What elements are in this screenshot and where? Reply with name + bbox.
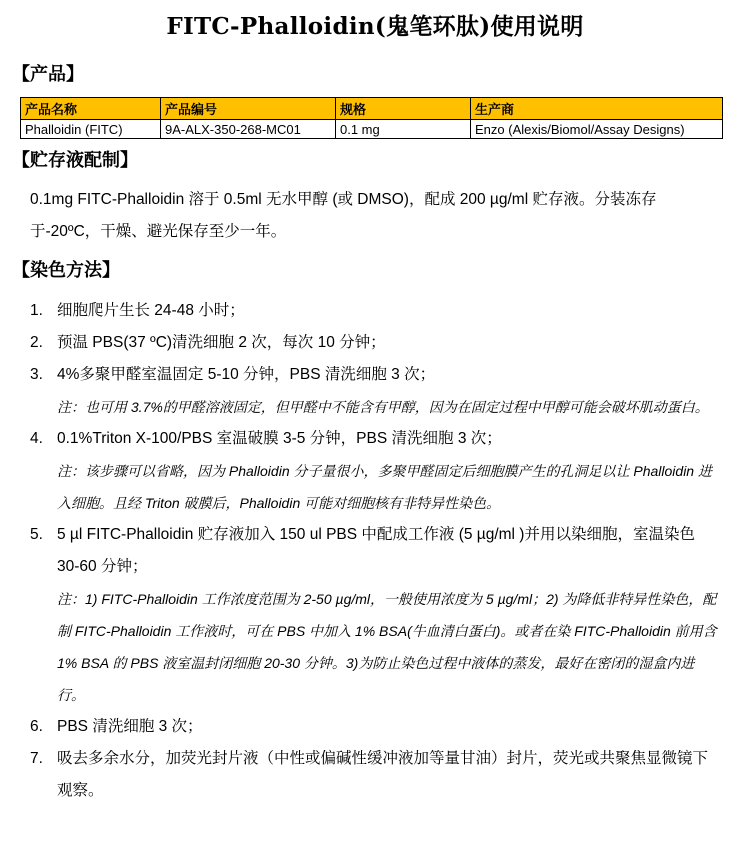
cell-spec: 0.1 mg <box>336 120 471 139</box>
step-number: 3. <box>30 366 43 383</box>
step-text: 4%多聚甲醛室温固定 5-10 分钟，PBS 清洗细胞 3 次； <box>57 366 436 383</box>
step-note: 注：1) FITC-Phalloidin 工作浓度范围为 2-50 µg/ml，一般使用浓度为 5 µg/ml；2) 为降低非特异性染色，配制 FITC-Phalloidin 工作液时，可在 PBS 中加入 1% BSA(牛血清白蛋白)。或者在染 FITC-Phalloidin 前用含 1% BSA 的 PBS 液室温封闭细胞 20-30 分钟。3)为防止染色过程中液体的蒸发，最好在密闭的湿盒内进行。 <box>57 591 717 703</box>
list-item <box>30 519 720 711</box>
storage-paragraph: 0.1mg FITC-Phalloidin 溶于 0.5ml 无水甲醇 (或 DMSO)，配成 200 µg/ml 贮存液。分装冻存于-20ºC，干燥、避光保存至少一年。 <box>30 191 657 240</box>
header-product-code: 产品编号 <box>161 98 336 120</box>
cell-manufacturer: Enzo (Alexis/Biomol/Assay Designs) <box>471 120 723 139</box>
list-item <box>30 423 720 519</box>
product-table-header-row <box>21 98 723 120</box>
step-number: 4. <box>30 430 43 447</box>
header-manufacturer: 生产商 <box>471 98 723 120</box>
list-item <box>30 295 720 327</box>
step-number: 5. <box>30 526 43 543</box>
list-item <box>30 359 720 423</box>
step-text: PBS 清洗细胞 3 次； <box>57 718 203 735</box>
step-number: 6. <box>30 718 43 735</box>
step-number: 2. <box>30 334 43 351</box>
table-row <box>21 120 723 139</box>
cell-product-name: Phalloidin (FITC) <box>21 120 161 139</box>
step-text: 细胞爬片生长 24-48 小时； <box>57 302 245 319</box>
section-heading-product: 【产品】 <box>12 64 84 85</box>
step-text: 吸去多余水分，加荧光封片液（中性或偏碱性缓冲液加等量甘油）封片，荧光或共聚焦显微镜下观察。 <box>57 750 709 799</box>
step-number: 1. <box>30 302 43 319</box>
cell-product-code: 9A-ALX-350-268-MC01 <box>161 120 336 139</box>
section-heading-storage: 【贮存液配制】 <box>12 150 138 171</box>
section-heading-method: 【染色方法】 <box>12 260 120 281</box>
step-text: 0.1%Triton X-100/PBS 室温破膜 3-5 分钟，PBS 清洗细胞 3 次； <box>57 430 502 447</box>
step-text: 预温 PBS(37 ºC)清洗细胞 2 次，每次 10 分钟； <box>57 334 386 351</box>
product-table <box>20 97 723 139</box>
step-note: 注：该步骤可以省略，因为 Phalloidin 分子量很小，多聚甲醛固定后细胞膜产生的孔洞足以让 Phalloidin 进入细胞。且经 Triton 破膜后，Phalloidin 可能对细胞核有非特异性染色。 <box>57 463 712 511</box>
list-item <box>30 743 720 807</box>
list-item <box>30 711 720 743</box>
step-note: 注：也可用 3.7%的甲醛溶液固定，但甲醛中不能含有甲醇，因为在固定过程中甲醇可能会破坏肌动蛋白。 <box>57 399 709 415</box>
step-number: 7. <box>30 750 43 767</box>
step-text: 5 µl FITC-Phalloidin 贮存液加入 150 ul PBS 中配成工作液 (5 µg/ml )并用以染细胞，室温染色 30-60 分钟； <box>57 526 695 575</box>
steps-list <box>30 295 720 807</box>
header-product-name: 产品名称 <box>21 98 161 120</box>
header-spec: 规格 <box>336 98 471 120</box>
list-item <box>30 327 720 359</box>
document-title: FITC-Phalloidin(鬼笔环肽)使用说明 <box>166 13 584 40</box>
